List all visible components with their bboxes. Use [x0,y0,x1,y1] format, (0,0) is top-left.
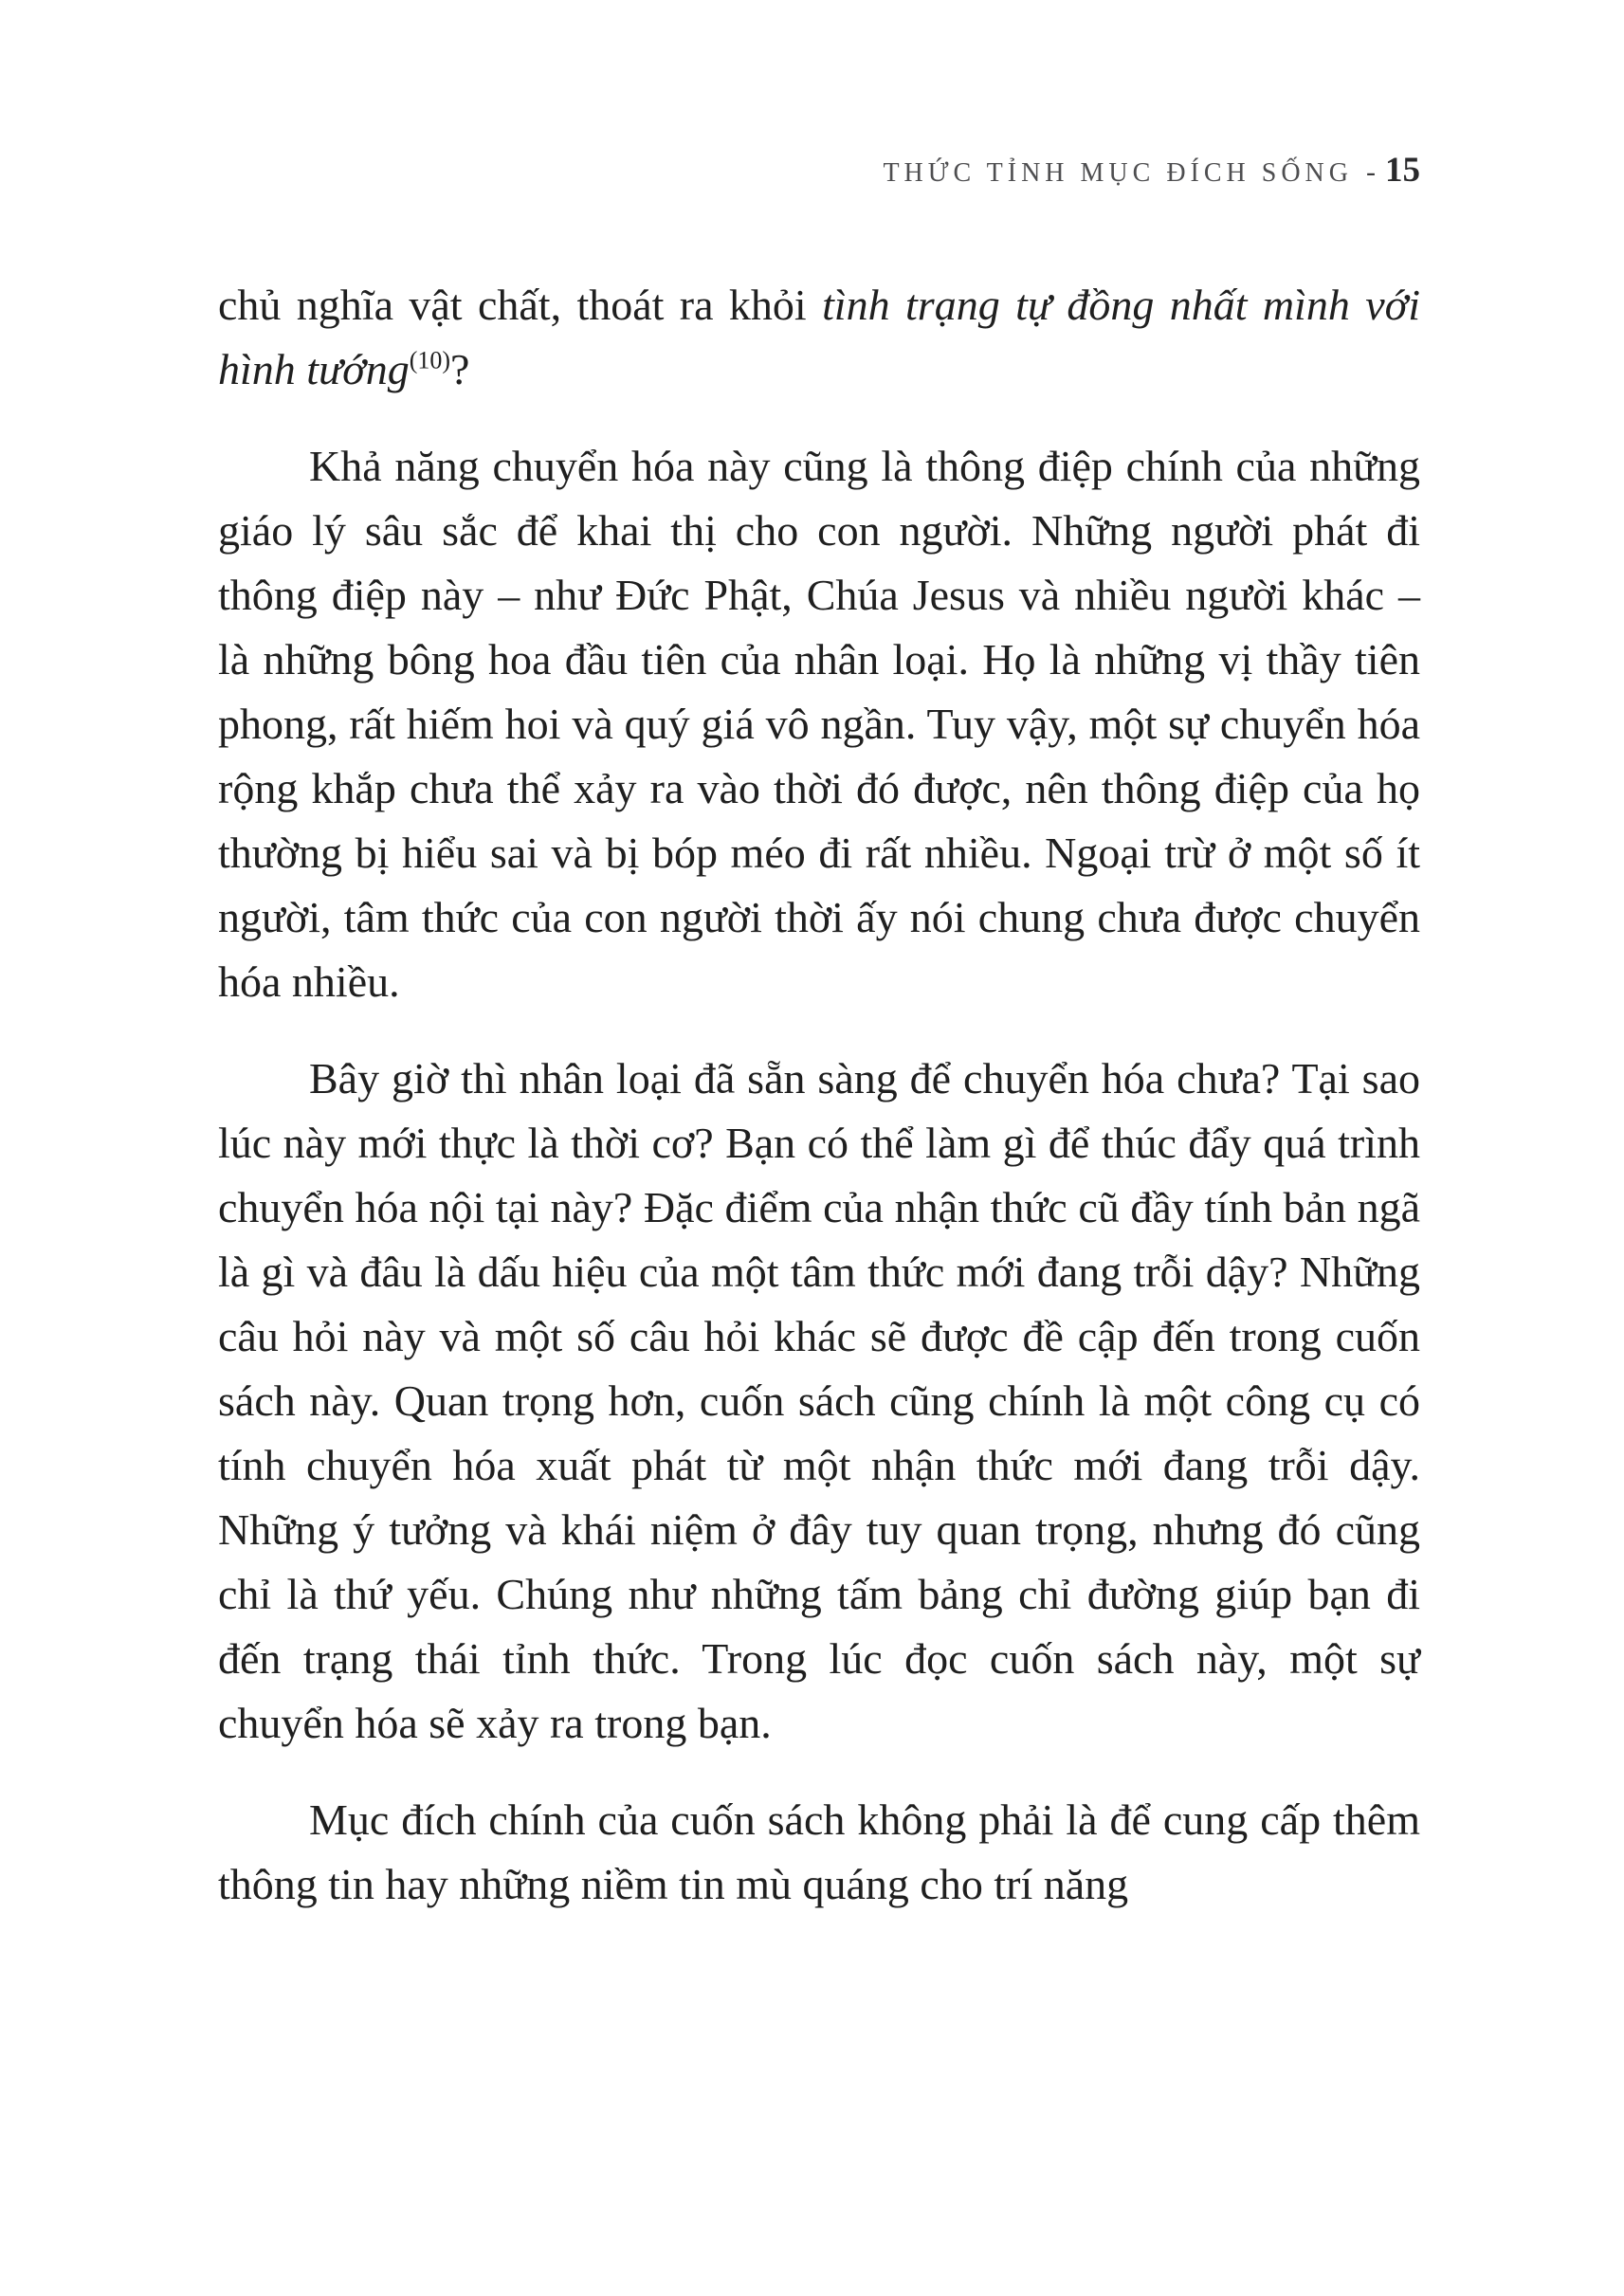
text-segment: Bây giờ thì nhân loại đã sẵn sàng để chuyển hóa chưa? Tại sao lúc này mới thực là thời cơ? Bạn có thể làm gì để thúc đẩy quá trình chuyển hóa nội tại này? Đặc điểm của nhận thức cũ đầy tính bản ngã là gì và đâu là dấu hiệu của một tâm thức mới đang trỗi dậy? Những câu hỏi này và một số câu hỏi khác sẽ được đề cập đến trong cuốn sách này. Quan trọng hơn, cuốn sách cũng chính là một công cụ có tính chuyển hóa xuất phát từ một nhận thức mới đang trỗi dậy. Những ý tưởng và khái niệm ở đây tuy quan trọng, nhưng đó cũng chỉ là thứ yếu. Chúng như những tấm bảng chỉ đường giúp bạn đi đến trạng thái tỉnh thức. Trong lúc đọc cuốn sách này, một sự chuyển hóa sẽ xảy ra trong bạn. [218,1054,1420,1747]
text-segment: ? [450,345,470,393]
running-header [218,150,1420,191]
paragraph [218,434,1420,1014]
page-body [218,273,1420,1949]
text-segment: chủ nghĩa vật chất, thoát ra khỏi [218,281,823,329]
text-segment: Mục đích chính của cuốn sách không phải là để cung cấp thêm thông tin hay những niềm tin mù quáng cho trí năng [218,1795,1420,1908]
running-title: THỨC TỈNH MỤC ĐÍCH SỐNG [883,158,1353,188]
paragraph [218,273,1420,402]
page-number: 15 [1385,151,1420,190]
text-segment: tình trạng tự đồng nhất mình với hình tướng [218,281,1420,393]
header-separator: - [1366,156,1376,188]
paragraph [218,1788,1420,1917]
text-segment: Khả năng chuyển hóa này cũng là thông điệp chính của những giáo lý sâu sắc để khai thị cho con người. Những người phát đi thông điệp này – như Đức Phật, Chúa Jesus và nhiều người khác – là những bông hoa đầu tiên của nhân loại. Họ là những vị thầy tiên phong, rất hiếm hoi và quý giá vô ngần. Tuy vậy, một sự chuyển hóa rộng khắp chưa thể xảy ra vào thời đó được, nên thông điệp của họ thường bị hiểu sai và bị bóp méo đi rất nhiều. Ngoại trừ ở một số ít người, tâm thức của con người thời ấy nói chung chưa được chuyển hóa nhiều. [218,442,1420,1006]
footnote-marker: (10) [409,346,451,374]
paragraph [218,1047,1420,1756]
